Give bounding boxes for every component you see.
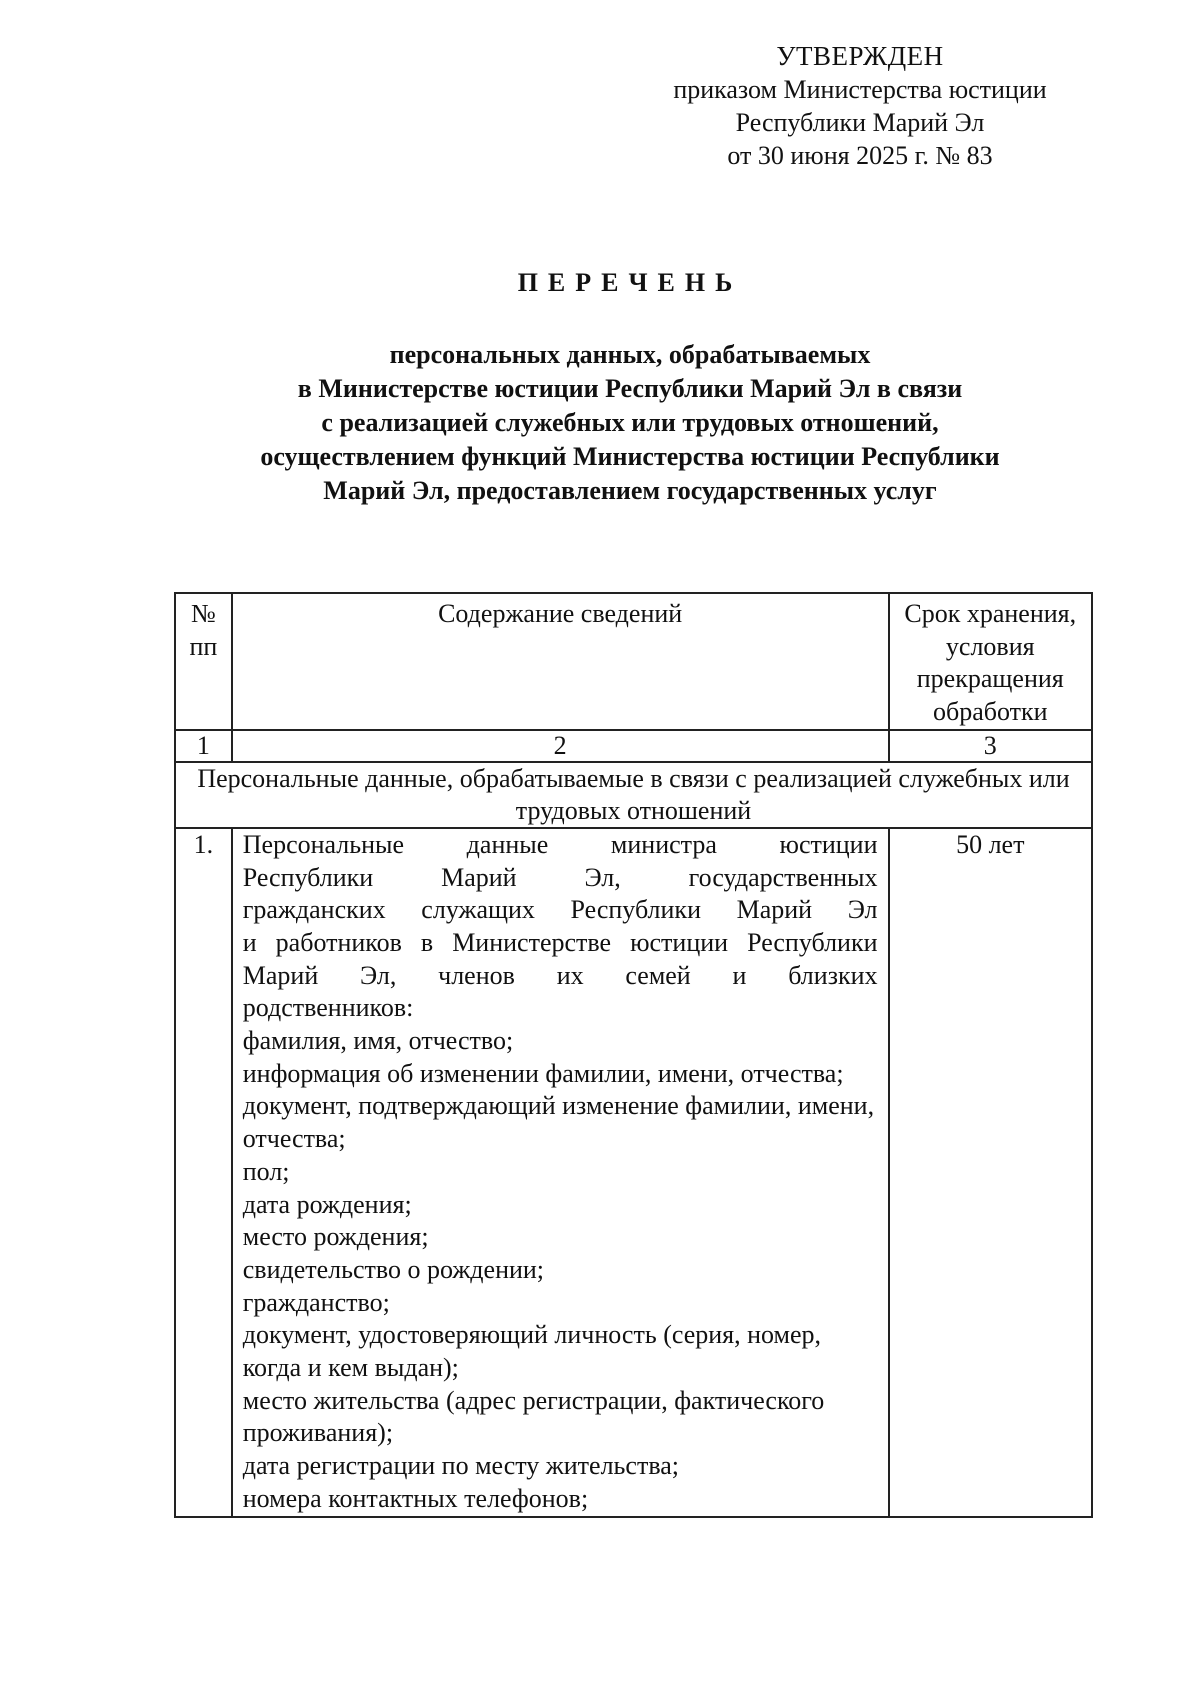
intro-line: и работников в Министерстве юстиции Республики (242, 927, 878, 957)
subtitle-line: с реализацией служебных или трудовых отношений, (321, 408, 939, 437)
data-item: информация об изменении фамилии, имени, отчества; (242, 1058, 844, 1088)
subtitle-line: персональных данных, обрабатываемых (389, 340, 871, 369)
row-retention: 50 лет (889, 828, 1092, 1517)
header-content: Содержание сведений (232, 593, 889, 730)
document-subtitle (180, 338, 1080, 508)
intro-line: Персональные данные министра юстиции (242, 829, 878, 859)
table-row (175, 828, 1092, 1517)
approval-line-2: Республики Марий Эл (735, 108, 985, 137)
data-item: документ, подтверждающий изменение фамилии, имени, отчества; (242, 1091, 875, 1154)
section-title: Персональные данные, обрабатываемые в связи с реализацией служебных или трудовых отношений (175, 762, 1092, 828)
column-number: 1 (175, 730, 232, 762)
intro-line: Республики Марий Эл, государственных (242, 862, 878, 892)
data-item: дата рождения; (242, 1189, 412, 1219)
approval-line-1: приказом Министерства юстиции (673, 75, 1047, 104)
header-retention: Срок хранения, условия прекращения обработки (889, 593, 1092, 730)
data-item: свидетельство о рождении; (242, 1254, 545, 1284)
personal-data-table (174, 592, 1093, 1518)
column-number-row (175, 730, 1092, 762)
column-number: 2 (232, 730, 889, 762)
row-number: 1. (175, 828, 232, 1517)
section-row (175, 762, 1092, 828)
data-item: место рождения; (242, 1222, 429, 1252)
data-item: номера контактных телефонов; (242, 1483, 589, 1513)
data-item: фамилия, имя, отчество; (242, 1026, 514, 1056)
data-item: документ, удостоверяющий личность (серия, номер, когда и кем выдан); (242, 1320, 822, 1383)
subtitle-line: Марий Эл, предоставлением государственных услуг (323, 476, 937, 505)
header-number: № пп (175, 593, 232, 730)
data-item: место жительства (адрес регистрации, фактического проживания); (242, 1385, 825, 1448)
data-item: дата регистрации по месту жительства; (242, 1451, 680, 1481)
table-header-row (175, 593, 1092, 730)
approval-block (640, 40, 1080, 172)
column-number: 3 (889, 730, 1092, 762)
subtitle-line: осуществлением функций Министерства юстиции Республики (260, 442, 1000, 471)
intro-line: гражданских служащих Республики Марий Эл (242, 895, 878, 925)
data-item: гражданство; (242, 1287, 390, 1317)
row-content (232, 828, 889, 1517)
intro-line: Марий Эл, членов их семей и близких (242, 960, 878, 990)
intro-line: родственников: (242, 993, 414, 1023)
subtitle-line: в Министерстве юстиции Республики Марий Эл в связи (297, 374, 963, 403)
approval-title: УТВЕРЖДЕН (776, 41, 944, 71)
data-item: пол; (242, 1156, 290, 1186)
approval-line-3: от 30 июня 2025 г. № 83 (727, 141, 993, 170)
document-title: ПЕРЕЧЕНЬ (517, 268, 743, 297)
